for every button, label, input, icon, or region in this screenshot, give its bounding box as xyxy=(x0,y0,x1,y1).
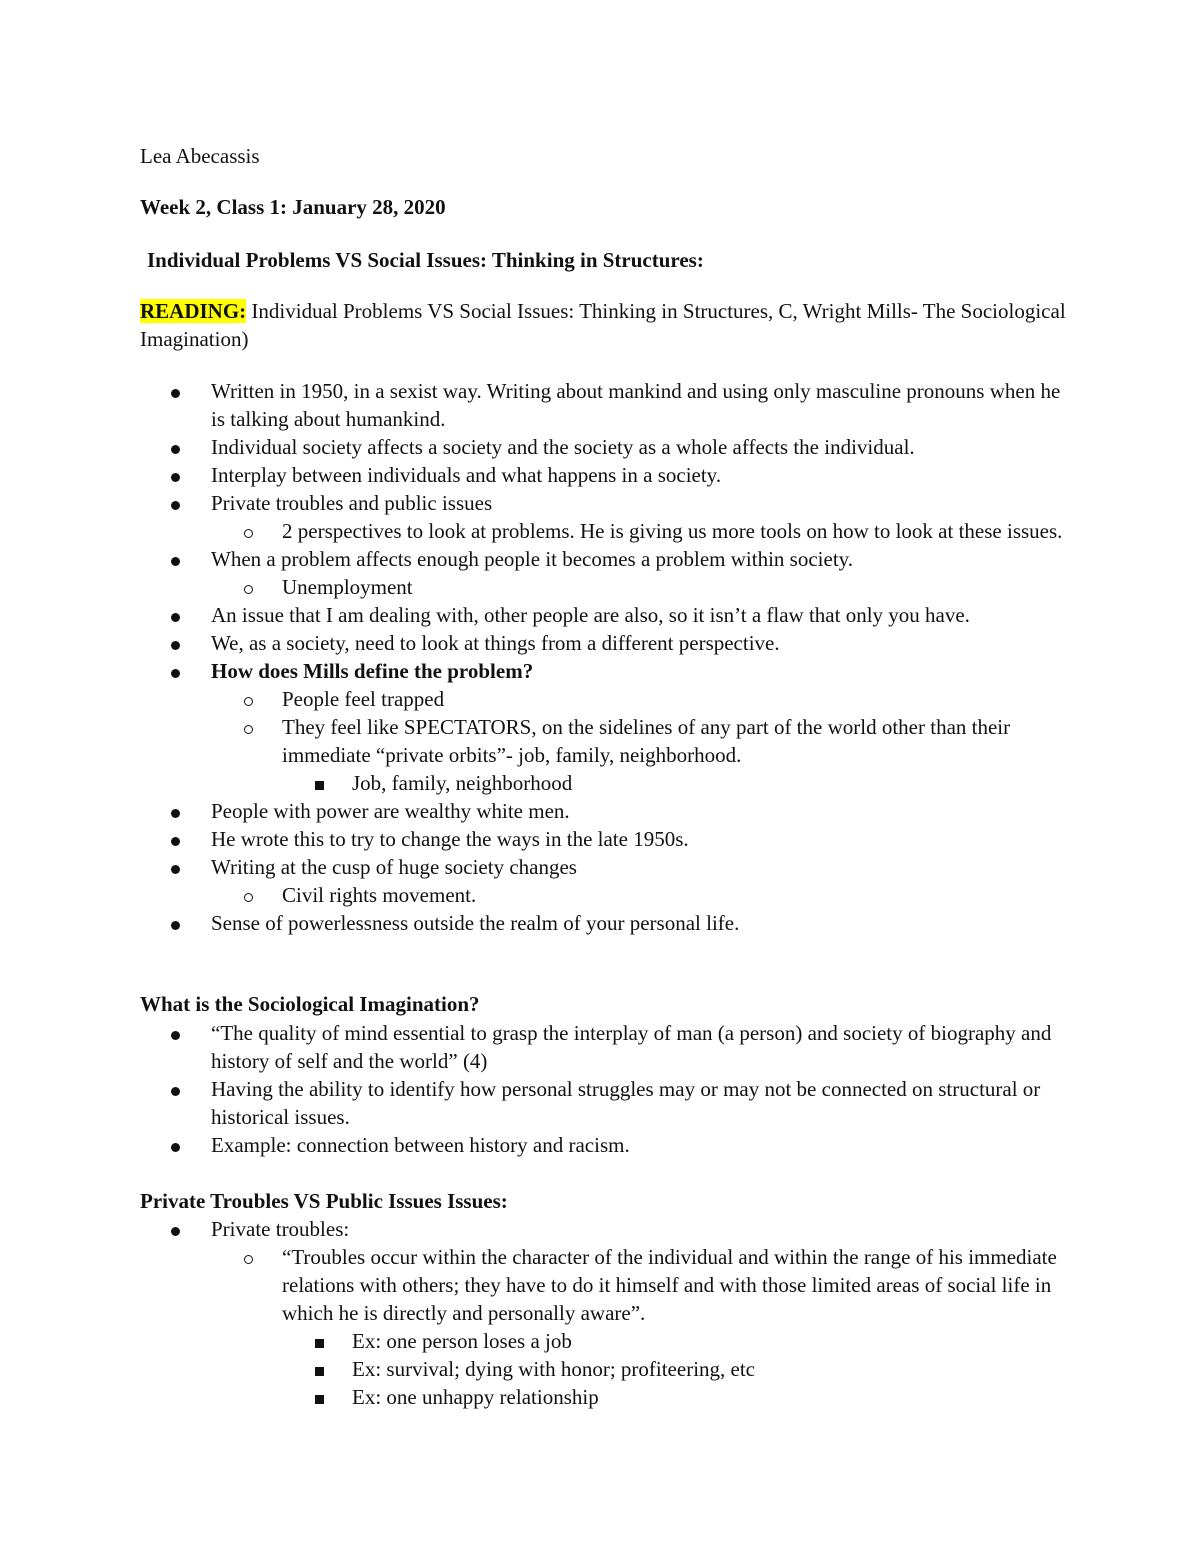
section-heading-private-troubles: Private Troubles VS Public Issues Issues: xyxy=(140,1189,508,1213)
square-bullet-icon xyxy=(315,1395,324,1404)
bullet-icon xyxy=(171,613,180,622)
list-item: When a problem affects enough people it becomes a problem within society. xyxy=(140,545,1070,573)
list-item: An issue that I am dealing with, other people are also, so it isn’t a flaw that only you have. xyxy=(140,601,1070,629)
list-item: Sense of powerlessness outside the realm of your personal life. xyxy=(140,909,1070,937)
circle-bullet-icon xyxy=(244,585,253,594)
bullet-icon xyxy=(171,473,180,482)
list-item: Written in 1950, in a sexist way. Writing about mankind and using only masculine pronouns when he is talking about humankind. xyxy=(140,377,1070,433)
private-troubles-list xyxy=(140,1215,1070,1411)
list-item: “The quality of mind essential to grasp the interplay of man (a person) and society of biography and history of self and the world” (4) xyxy=(140,1019,1070,1075)
circle-bullet-icon xyxy=(244,893,253,902)
bullet-icon xyxy=(171,445,180,454)
list-item: Civil rights movement. xyxy=(140,881,1070,909)
bullet-icon xyxy=(171,501,180,510)
list-item: Individual society affects a society and the society as a whole affects the individual. xyxy=(140,433,1070,461)
list-item: Unemployment xyxy=(140,573,1070,601)
list-item: They feel like SPECTATORS, on the sidelines of any part of the world other than their immediate “private orbits”- job, family, neighborhood. xyxy=(140,713,1070,769)
bullet-icon xyxy=(171,641,180,650)
list-item: Private troubles: xyxy=(140,1215,1070,1243)
circle-bullet-icon xyxy=(244,1255,253,1264)
bullet-icon xyxy=(171,1143,180,1152)
bullet-icon xyxy=(171,921,180,930)
circle-bullet-icon xyxy=(244,529,253,538)
bullet-icon xyxy=(171,1227,180,1236)
sociological-imagination-list xyxy=(140,1019,1070,1159)
bullet-icon xyxy=(171,865,180,874)
list-item: Example: connection between history and racism. xyxy=(140,1131,1070,1159)
bullet-icon xyxy=(171,837,180,846)
square-bullet-icon xyxy=(315,781,324,790)
author-name: Lea Abecassis xyxy=(140,144,260,168)
reading-label: READING: xyxy=(140,299,247,323)
bullet-icon xyxy=(171,1087,180,1096)
reading-paragraph xyxy=(140,297,1070,353)
bullet-icon xyxy=(171,389,180,398)
circle-bullet-icon xyxy=(244,725,253,734)
list-item: “Troubles occur within the character of the individual and within the range of his immediate relations with others; they have to do it himself and with those limited areas of social life in which he is directly and personally aware”. xyxy=(140,1243,1070,1327)
document-title: Individual Problems VS Social Issues: Thinking in Structures: xyxy=(147,248,704,272)
date-line: Week 2, Class 1: January 28, 2020 xyxy=(140,195,446,219)
square-bullet-icon xyxy=(315,1339,324,1348)
list-item xyxy=(140,657,1070,685)
list-item: Private troubles and public issues xyxy=(140,489,1070,517)
list-item: Ex: survival; dying with honor; profiteering, etc xyxy=(140,1355,1070,1383)
list-item: We, as a society, need to look at things from a different perspective. xyxy=(140,629,1070,657)
list-item: Writing at the cusp of huge society changes xyxy=(140,853,1070,881)
list-item: People feel trapped xyxy=(140,685,1070,713)
square-bullet-icon xyxy=(315,1367,324,1376)
circle-bullet-icon xyxy=(244,697,253,706)
list-item: Ex: one person loses a job xyxy=(140,1327,1070,1355)
list-item: Having the ability to identify how personal struggles may or may not be connected on structural or historical issues. xyxy=(140,1075,1070,1131)
bullet-icon xyxy=(171,809,180,818)
notes-list xyxy=(140,377,1070,937)
list-item: He wrote this to try to change the ways in the late 1950s. xyxy=(140,825,1070,853)
list-item: 2 perspectives to look at problems. He is giving us more tools on how to look at these issues. xyxy=(140,517,1070,545)
section-heading-sociological-imagination: What is the Sociological Imagination? xyxy=(140,992,480,1016)
bullet-icon xyxy=(171,1031,180,1040)
list-item: Ex: one unhappy relationship xyxy=(140,1383,1070,1411)
list-item: Interplay between individuals and what happens in a society. xyxy=(140,461,1070,489)
question-heading: How does Mills define the problem? xyxy=(211,659,534,683)
bullet-icon xyxy=(171,557,180,566)
reading-text: Individual Problems VS Social Issues: Thinking in Structures, C, Wright Mills- The Sociological Imagination) xyxy=(140,299,1066,351)
list-item: Job, family, neighborhood xyxy=(140,769,1070,797)
bullet-icon xyxy=(171,669,180,678)
list-item: People with power are wealthy white men. xyxy=(140,797,1070,825)
